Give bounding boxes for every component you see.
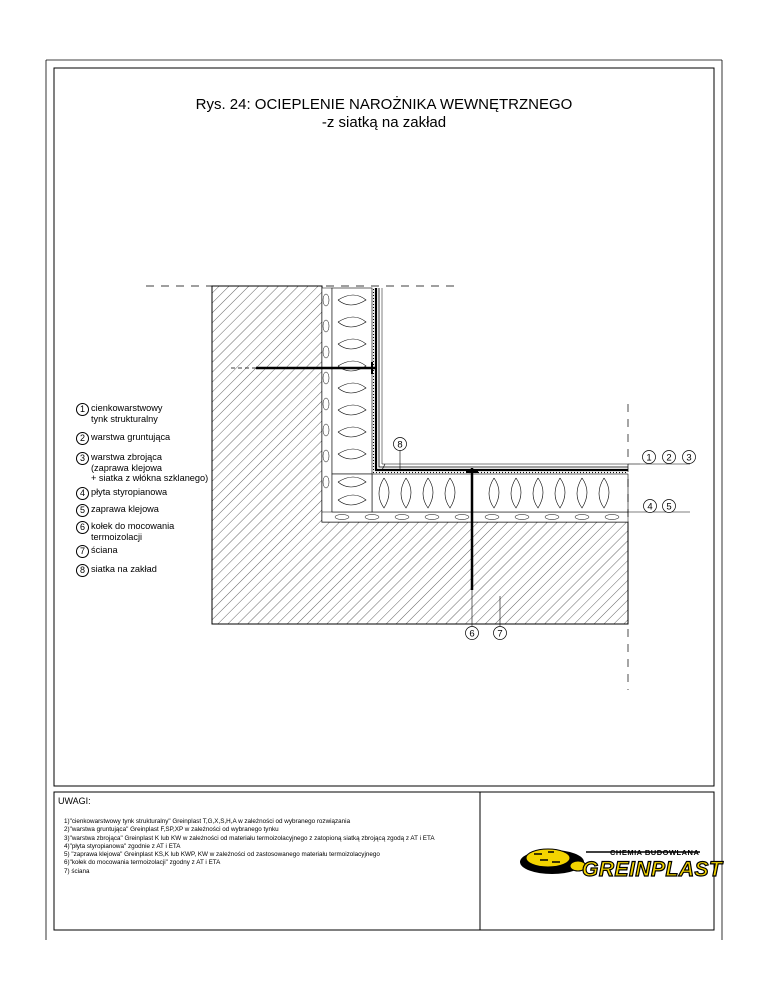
- legend-item: 5 zaprawa klejowa: [76, 504, 159, 517]
- wall-section: [212, 286, 628, 624]
- note-line: 6)"kołek do mocowania termoizolacji" zgodny z AT i ETA: [64, 859, 221, 867]
- notes-heading: UWAGI:: [58, 796, 91, 806]
- legend-item: 8 siatka na zakład: [76, 564, 157, 577]
- note-line: 4)"płyta styropianowa" zgodnie z AT i ETA: [64, 842, 181, 850]
- logo-turtle-icon: [520, 849, 586, 874]
- note-line: 5) "zaprawa klejowa" Greinplast KS,K lub KWP, KW w zależności od zastosowanego materiału termoizolacyjnego: [64, 851, 380, 859]
- callout-7: 7: [497, 628, 503, 640]
- callout-5: 5: [666, 501, 672, 513]
- callout-1: 1: [646, 452, 652, 464]
- note-line: 7) ściana: [64, 867, 90, 875]
- legend-item: 6 kołek do mocowania termoizolacji: [76, 521, 174, 542]
- drawing-subtitle: -z siatką na zakład: [321, 114, 447, 131]
- legend-item: 7 ściana: [76, 545, 118, 558]
- callout-3: 3: [686, 452, 692, 464]
- callout-2: 2: [666, 452, 672, 464]
- legend-item: 3 warstwa zbrojąca (zaprawa klejowa + siatka z włókna szklanego): [76, 452, 208, 484]
- render-layers: [372, 288, 628, 474]
- callout-4: 4: [647, 501, 653, 513]
- note-line: 3)"warstwa zbrojąca" Greinplast K lub KW w zależności od materiału termoizolacyjnego z zatopioną siatką zbrojącą zgodą z AT i ETA: [64, 834, 435, 842]
- legend-item: 2 warstwa gruntująca: [76, 432, 170, 445]
- logo-subtitle: CHEMIA BUDOWLANA: [610, 848, 700, 857]
- legend-item: 4 płyta styropianowa: [76, 487, 167, 500]
- logo-brand: GREINPLAST: [582, 858, 723, 881]
- drawing-title: Rys. 24: OCIEPLENIE NAROŻNIKA WEWNĘTRZNEGO: [195, 96, 573, 113]
- note-line: 1)"cienkowarstwowy tynk strukturalny" Greinplast T,G,X,S,H,A w zależności od wybranego rozwiązania: [64, 818, 351, 825]
- note-line: 2)"warstwa gruntująca" Greinplast F,SP,XP w zależności od wybranego tynku: [64, 826, 279, 834]
- legend-item: 1 cienkowarstwowy tynk strukturalny: [76, 403, 162, 424]
- notes-list: [64, 818, 474, 876]
- callout-6: 6: [469, 628, 475, 640]
- callout-8: 8: [397, 439, 403, 451]
